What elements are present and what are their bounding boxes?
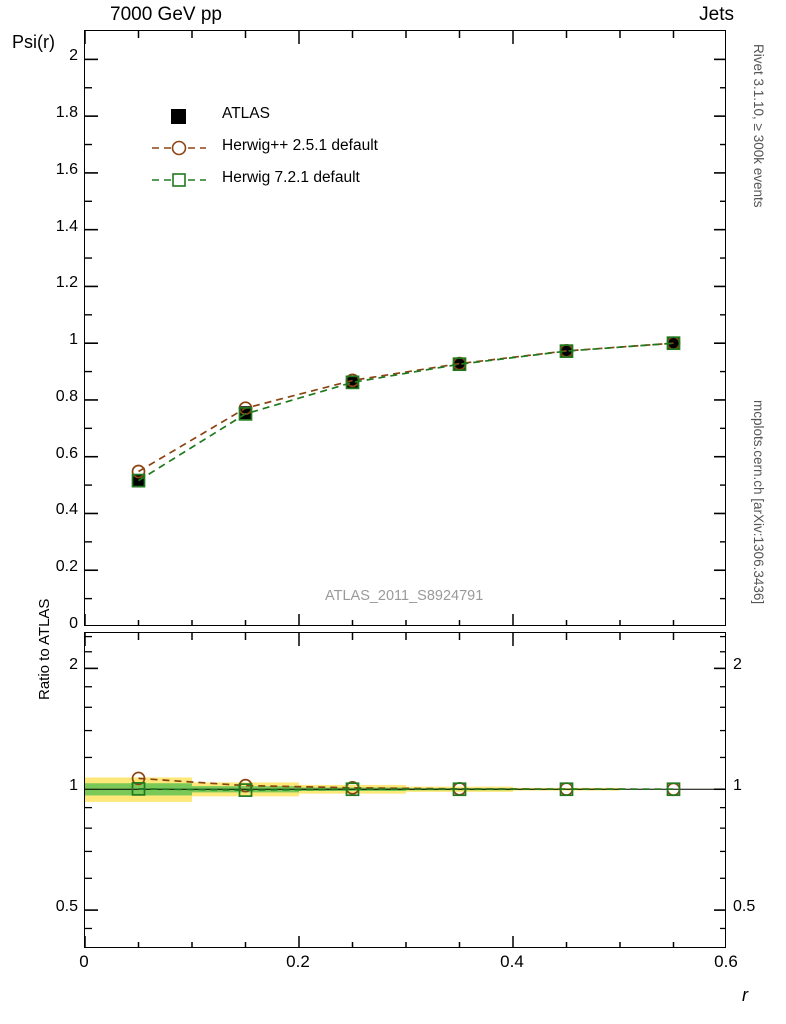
x-axis-title: r bbox=[742, 985, 748, 1005]
ratio-plot-area bbox=[85, 633, 725, 947]
analysis-watermark: ATLAS_2011_S8924791 bbox=[325, 588, 484, 604]
chart-page: 7000 GeV pp Jets Rivet 3.1.10, ≥ 300k events mcplots.cern.ch [arXiv:1306.3436] Psi(r) Ratio to ATLAS r ATLAS Herwig++ 2.5.1 default Herwig 7.2.1 default ATLAS_2011_S8924791 0 0.2 0.4 0.6 0.8 1 1.2 1.4 1.6 1.8 2 0.5 0.5 1 1 2 2 0 0.2 0.4 0.6 bbox=[0, 0, 786, 1024]
y-tick-ratio-right-2: 2 bbox=[733, 656, 742, 674]
x-tick-0: 0 bbox=[79, 952, 89, 971]
y-tick-ratio-2: 2 bbox=[69, 656, 78, 674]
y-tick-main-2: 0.4 bbox=[55, 501, 78, 519]
legend-label-herwigpp: Herwig++ 2.5.1 default bbox=[222, 137, 378, 154]
y-tick-ratio-right-1: 1 bbox=[733, 777, 742, 795]
x-tick-1: 0.2 bbox=[286, 952, 310, 971]
legend-marker-herwig7 bbox=[150, 164, 210, 196]
y-tick-main-10: 2 bbox=[69, 47, 78, 65]
y-tick-main-8: 1.6 bbox=[55, 160, 78, 178]
legend-marker-herwigpp bbox=[150, 132, 210, 164]
header-beam-label: 7000 GeV pp bbox=[110, 4, 222, 25]
y-tick-ratio-0: 0.5 bbox=[55, 898, 78, 916]
legend-marker-atlas bbox=[150, 100, 210, 132]
x-tick-2: 0.4 bbox=[500, 952, 524, 971]
legend-label-atlas: ATLAS bbox=[222, 105, 270, 122]
mcplots-caption: mcplots.cern.ch [arXiv:1306.3436] bbox=[751, 400, 766, 605]
y-tick-main-7: 1.4 bbox=[55, 217, 78, 235]
y-tick-main-0: 0 bbox=[69, 615, 78, 632]
header-analysis-label: Jets bbox=[699, 4, 734, 25]
legend-label-herwig7: Herwig 7.2.1 default bbox=[222, 169, 360, 186]
y-tick-ratio-1: 1 bbox=[69, 777, 78, 795]
y-tick-main-5: 1 bbox=[69, 331, 78, 349]
y-tick-main-6: 1.2 bbox=[55, 274, 78, 292]
y-tick-main-9: 1.8 bbox=[55, 104, 78, 122]
y-tick-main-4: 0.8 bbox=[55, 387, 78, 405]
y-tick-main-1: 0.2 bbox=[55, 558, 78, 576]
x-tick-3: 0.6 bbox=[714, 952, 738, 971]
y-tick-main-3: 0.6 bbox=[55, 444, 78, 462]
y-tick-ratio-right-0: 0.5 bbox=[733, 898, 756, 916]
ratio-plot-frame bbox=[84, 632, 726, 948]
ratio-plot-svg bbox=[85, 633, 725, 947]
y-axis-title-main: Psi(r) bbox=[12, 32, 55, 52]
rivet-version-caption: Rivet 3.1.10, ≥ 300k events bbox=[751, 44, 766, 208]
